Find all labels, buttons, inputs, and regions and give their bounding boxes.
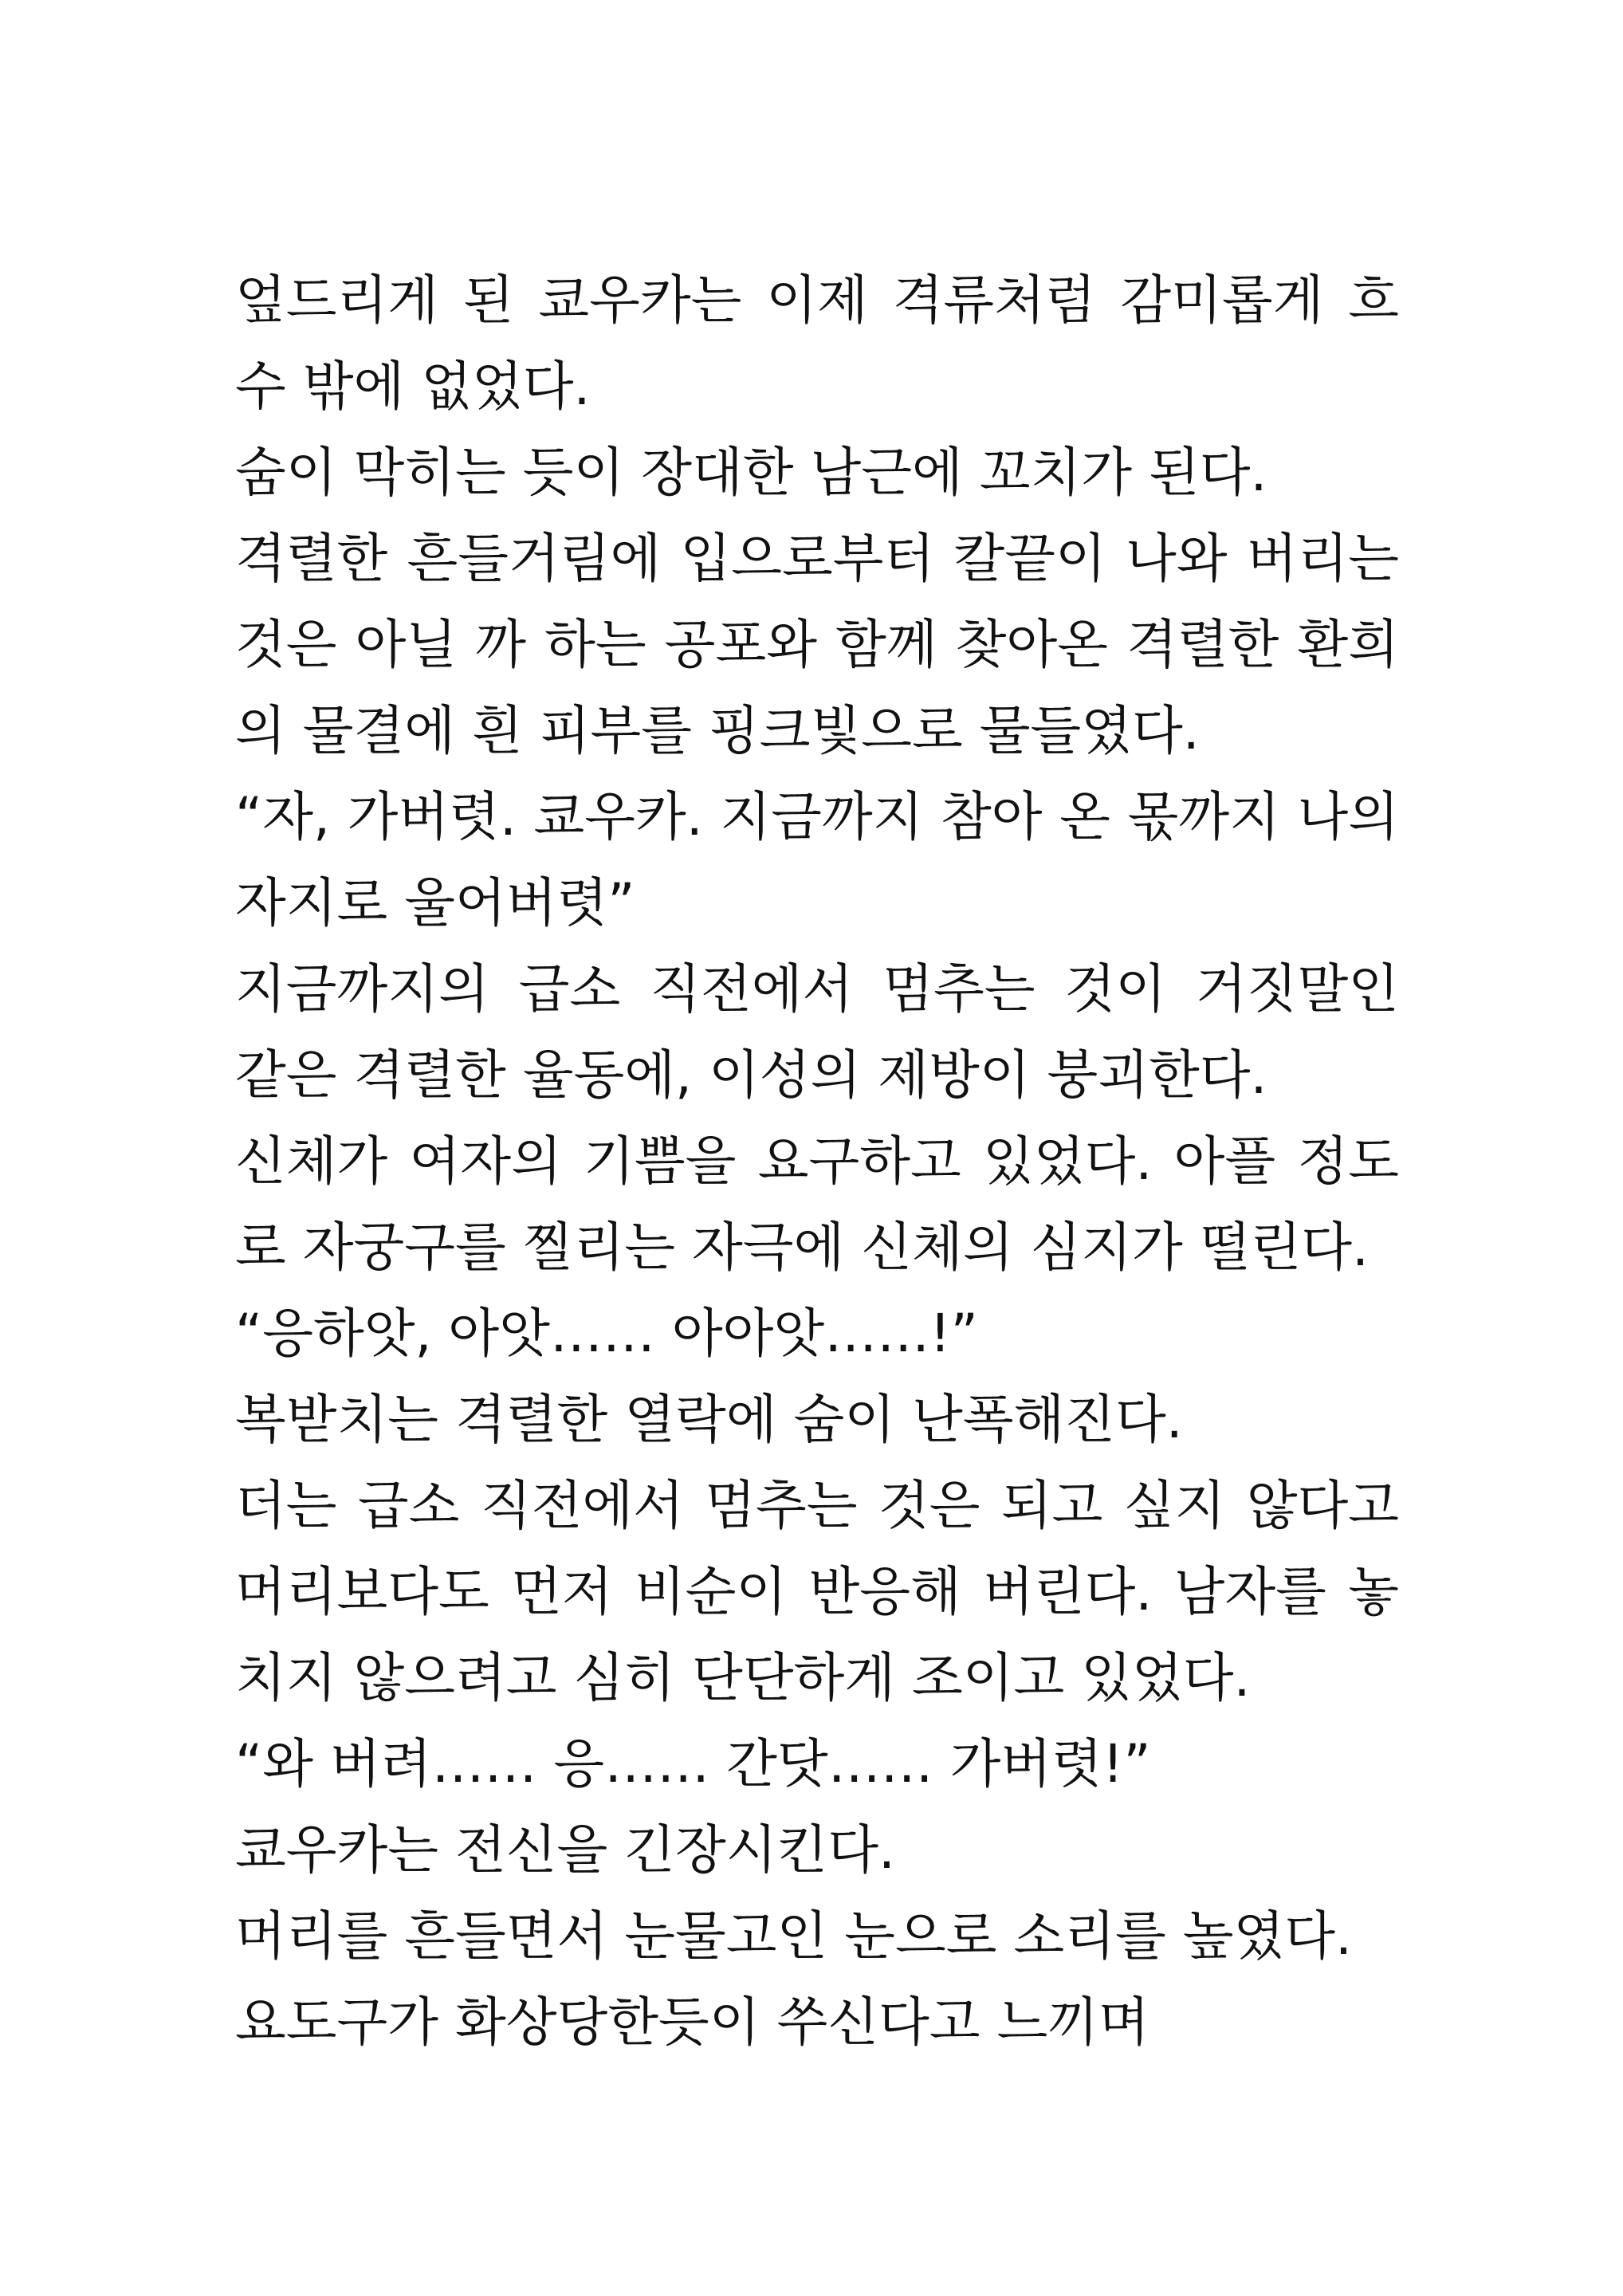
text-line: 지금까지의 급소 직전에서 멈추는 것이 거짓말인 xyxy=(235,958,1399,1020)
text-line: 머리를 흔들면서 눈물고인 눈으로 소리를 높였다. xyxy=(235,1905,1352,1967)
text-line: 자지로 울어버렷” xyxy=(235,872,635,934)
text-line: 숨이 막히는 듯이 장대한 남근에 꼬치가 된다. xyxy=(235,442,1267,503)
text-line: 쿄우카는 전신을 긴장시킨다. xyxy=(235,1819,896,1881)
text-line: 치지 않으려고 심히 단단하게 조이고 있었다. xyxy=(235,1647,1251,1708)
text-line: “와 버려…… 응…… 간닷…… 가버렷!” xyxy=(235,1733,1151,1795)
text-line: 더는 급소 직전에서 멈추는 것은 되고 싶지 않다고 xyxy=(235,1475,1399,1536)
body-text xyxy=(235,258,1399,2066)
text-line: 격렬한 흔들거림에 입으로부터 칼끝이 나와 버리는 xyxy=(235,528,1399,589)
text-line: “응하앗, 아앗…… 아아앗……!” xyxy=(235,1303,978,1364)
text-line: 복받치는 격렬한 열락에 숨이 난폭해진다. xyxy=(235,1389,1183,1450)
text-line: 머리보다도 먼저 비순이 반응해 버린다. 남자를 놓 xyxy=(235,1561,1399,1622)
text-line: 신체가 여자의 기쁨을 요구하고 있었다. 아플 정도 xyxy=(235,1130,1399,1192)
text-line: 요도구가 화상당한듯이 쑤신다고 느끼며 xyxy=(235,1991,1149,2053)
text-line: 것은 아닐 까 하는 공포와 함께 찾아온 격렬한 환희 xyxy=(235,614,1399,675)
text-line: 의 물결에 흰 피부를 핑크빛으로 물들였다. xyxy=(235,700,1200,761)
text-line: 같은 격렬한 율동에, 이성의 제방이 붕괴한다. xyxy=(235,1044,1267,1106)
text-line: 수 밖에 없었다. xyxy=(235,356,591,417)
text-line: “자, 가버렷. 쿄우카. 지금까지 참아 온 몫까지 나의 xyxy=(235,786,1399,847)
text-line: 엎드리게 된 쿄우카는 이제 격류처럼 감미롭게 흐 xyxy=(235,269,1399,331)
text-line: 로 자궁구를 찔리는 자극에 신체의 심지가 떨린다. xyxy=(235,1217,1369,1278)
